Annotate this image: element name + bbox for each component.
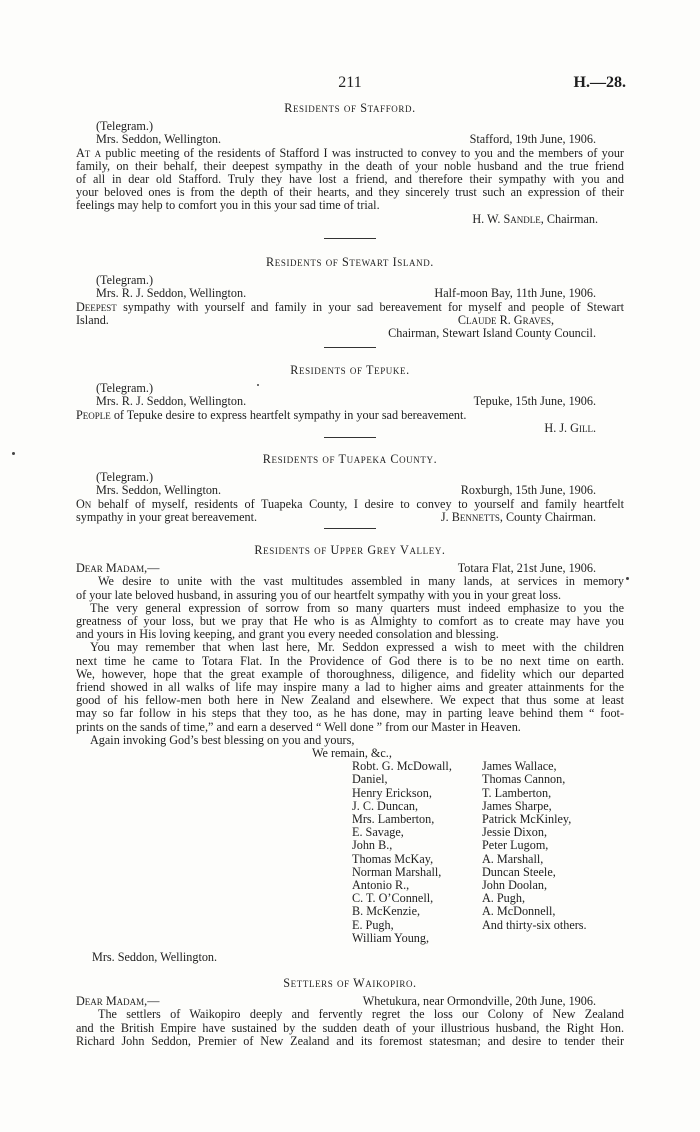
place-date: Whetukura, near Ormondville, 20th June, 1906. [362,994,596,1009]
body-line: feelings may help to comfort you in this your sad time of trial. [76,198,380,213]
signatory-name: A. Marshall, [482,851,544,866]
signatory-name: Norman Marshall, [352,864,442,879]
signer-title: Chairman. [546,211,598,226]
signatory-name: E. Savage, [352,825,404,840]
body-line: of your late beloved husband, in assuring you of our heartfelt sympathy with you in your great loss. [76,587,562,602]
body-line: and the British Empire have sustained by the sudden death of your illustrious husband, the Right Hon. [76,1020,624,1035]
signatory-name: Jessie Dixon, [482,825,547,840]
signatory-name: James Sharpe, [482,798,552,813]
body-line: prints on the sands of time,” and earn a deserved “ Well done ” from our Master in Heaven. [76,719,521,734]
signatory-name: Robt. G. McDowall, [352,759,452,774]
scan-speck [257,384,259,386]
place-date: Totara Flat, 21st June, 1906. [457,561,596,576]
page-number: 211 [338,74,362,91]
section-stafford [76,102,624,226]
section-title: Residents of Upper Grey Valley. [254,543,446,557]
section-title: Residents of Stewart Island. [266,255,434,269]
section-title: Residents of Tepuke. [290,363,410,377]
signature [441,511,596,524]
signer-title: County Chairman. [505,509,596,524]
section-upper-grey-valley [76,544,624,964]
signatory-name: James Wallace, [482,759,557,774]
signatories [352,760,624,945]
telegram-label: (Telegram.) [96,273,154,288]
section-stewart-island [76,256,624,340]
section-title: Residents of Stafford. [284,101,416,115]
body-line: good of his fellow-men both here in New Zealand and elsewhere. We expect that thus some at least [76,693,624,708]
addressee: Mrs. R. J. Seddon, Wellington. [96,394,247,409]
body-line: friend showed in all walks of life may inspire many a lad to higher aims and greater attainments for the [76,680,624,695]
signer-name: J. Bennetts, [440,509,503,524]
body-line: and yours in His loving keeping, and grant you every needed consolation and blessing. [76,627,499,642]
body-line: The settlers of Waikopiro deeply and fervently regret the loss our Colony of New Zealand [98,1007,624,1022]
section-divider [324,347,376,348]
signatory-name: J. C. Duncan, [352,798,419,813]
signatory-name: Mrs. Lamberton, [352,812,435,827]
signer-title: Chairman, Stewart Island County Council. [388,326,596,341]
signatory-name: E. Pugh, [352,917,394,932]
signatory-name: Peter Lugom, [482,838,549,853]
body-line: Island. Claude R. Graves, [76,312,554,327]
body-line: At a public meeting of the residents of Stafford I was instructed to convey to you and the members of your [76,145,624,160]
signer-name: H. W. Sandle, [472,211,544,226]
body-line: Again invoking God’s best blessing on you and yours, [90,732,355,747]
section-divider [324,528,376,529]
telegram-label: (Telegram.) [96,470,154,485]
signatory-name: A. Pugh, [482,891,526,906]
body-line: Deepest sympathy with yourself and family in your sad bereavement for myself and people of Stewart [76,299,625,314]
body-line: Richard John Seddon, Premier of New Zealand and its foremost statesman; and desire to tender their [76,1033,624,1048]
addressee: Mrs. Seddon, Wellington. [96,483,222,498]
section-tepuke [76,364,624,435]
signatory-name: Patrick McKinley, [482,812,572,827]
section-waikopiro [76,977,624,1048]
place-date: Stafford, 19th June, 1906. [469,132,596,147]
section-divider [324,437,376,438]
addressee: Mrs. Seddon, Wellington. [92,950,218,965]
section-title: Settlers of Waikopiro. [283,976,417,990]
addressee: Mrs. Seddon, Wellington. [96,132,222,147]
signatories-right-column [482,760,612,945]
signatory-name: Thomas Cannon, [482,772,566,787]
body-line: of all in dear old Stafford. Truly they have lost a friend, and therefore their sympathy with you and [76,172,624,187]
section-tuapeka [76,453,624,524]
signatory-name: A. McDonnell, [482,904,556,919]
signer-name: H. J. Gill. [544,420,596,435]
body-line: On behalf of myself, residents of Tuapeka County, I desire to convey to yourself and family heartfelt [76,496,624,511]
telegram-label: (Telegram.) [96,119,154,134]
signatory-name: Thomas McKay, [352,851,434,866]
body-line: next time he came to Totara Flat. In the Providence of God there is to be no next time on earth. [76,653,624,668]
signatory-name: Duncan Steele, [482,864,556,879]
body-line: We desire to unite with the vast multitudes assembled in many lands, at services in memory [98,574,624,589]
body-line: sympathy in your great bereavement. J. Bennetts, County Chairman. [76,509,596,524]
section-title: Residents of Tuapeka County. [262,452,438,466]
closing: We remain, &c., [312,746,392,761]
telegram-label: (Telegram.) [96,381,154,396]
signatory-name: T. Lamberton, [482,785,552,800]
section-divider [324,238,376,239]
place-date: Half-moon Bay, 11th June, 1906. [434,286,596,301]
body-line: You may remember that when last here, Mr. Seddon expressed a wish to meet with the children [90,640,624,655]
salutation: Dear Madam,— [76,561,160,576]
body-line: greatness of your loss, but we pray that He who is as Almighty to comfort as to create may have you [76,614,624,629]
lead-word: At a [76,145,102,160]
body-line: may so far follow in his steps that they too, as he has done, may in parting leave behind them “ foot- [76,706,624,721]
signatory-name: Henry Erickson, [352,785,432,800]
signatory-name: John Doolan, [482,878,547,893]
place-date: Tepuke, 15th June, 1906. [473,394,596,409]
signature [76,213,624,226]
signatory-name: Daniel, [352,772,388,787]
signatory-name: William Young, [352,930,430,945]
body-line: family, on their behalf, their deepest sympathy in the death of your noble husband and the true friend [76,158,624,173]
signatory-name: John B., [352,838,393,853]
addressee: Mrs. R. J. Seddon, Wellington. [96,286,247,301]
signatory-name: C. T. O’Connell, [352,891,434,906]
signer-name: Claude R. Graves, [457,312,554,327]
body-line: your beloved ones is from the depth of their hearts, and they sincerely trust such an expression of their [76,185,624,200]
signatory-name: Antonio R., [352,878,410,893]
signatory-name: And thirty-six others. [482,917,587,932]
scan-speck [12,452,15,455]
body-line: People of Tepuke desire to express heartfelt sympathy in your sad bereavement. [76,407,467,422]
body-line: The very general expression of sorrow from so many quarters must indeed emphasize to you the [90,600,624,615]
body-line: We, however, hope that the great example of thoroughness, diligence, and fidelity which our departed [76,666,624,681]
document-reference: H.—28. [573,74,626,91]
signatories-left-column [352,760,482,945]
salutation: Dear Madam,— [76,994,160,1009]
scan-speck [626,577,629,580]
signatory-name: B. McKenzie, [352,904,421,919]
place-date: Roxburgh, 15th June, 1906. [460,483,596,498]
